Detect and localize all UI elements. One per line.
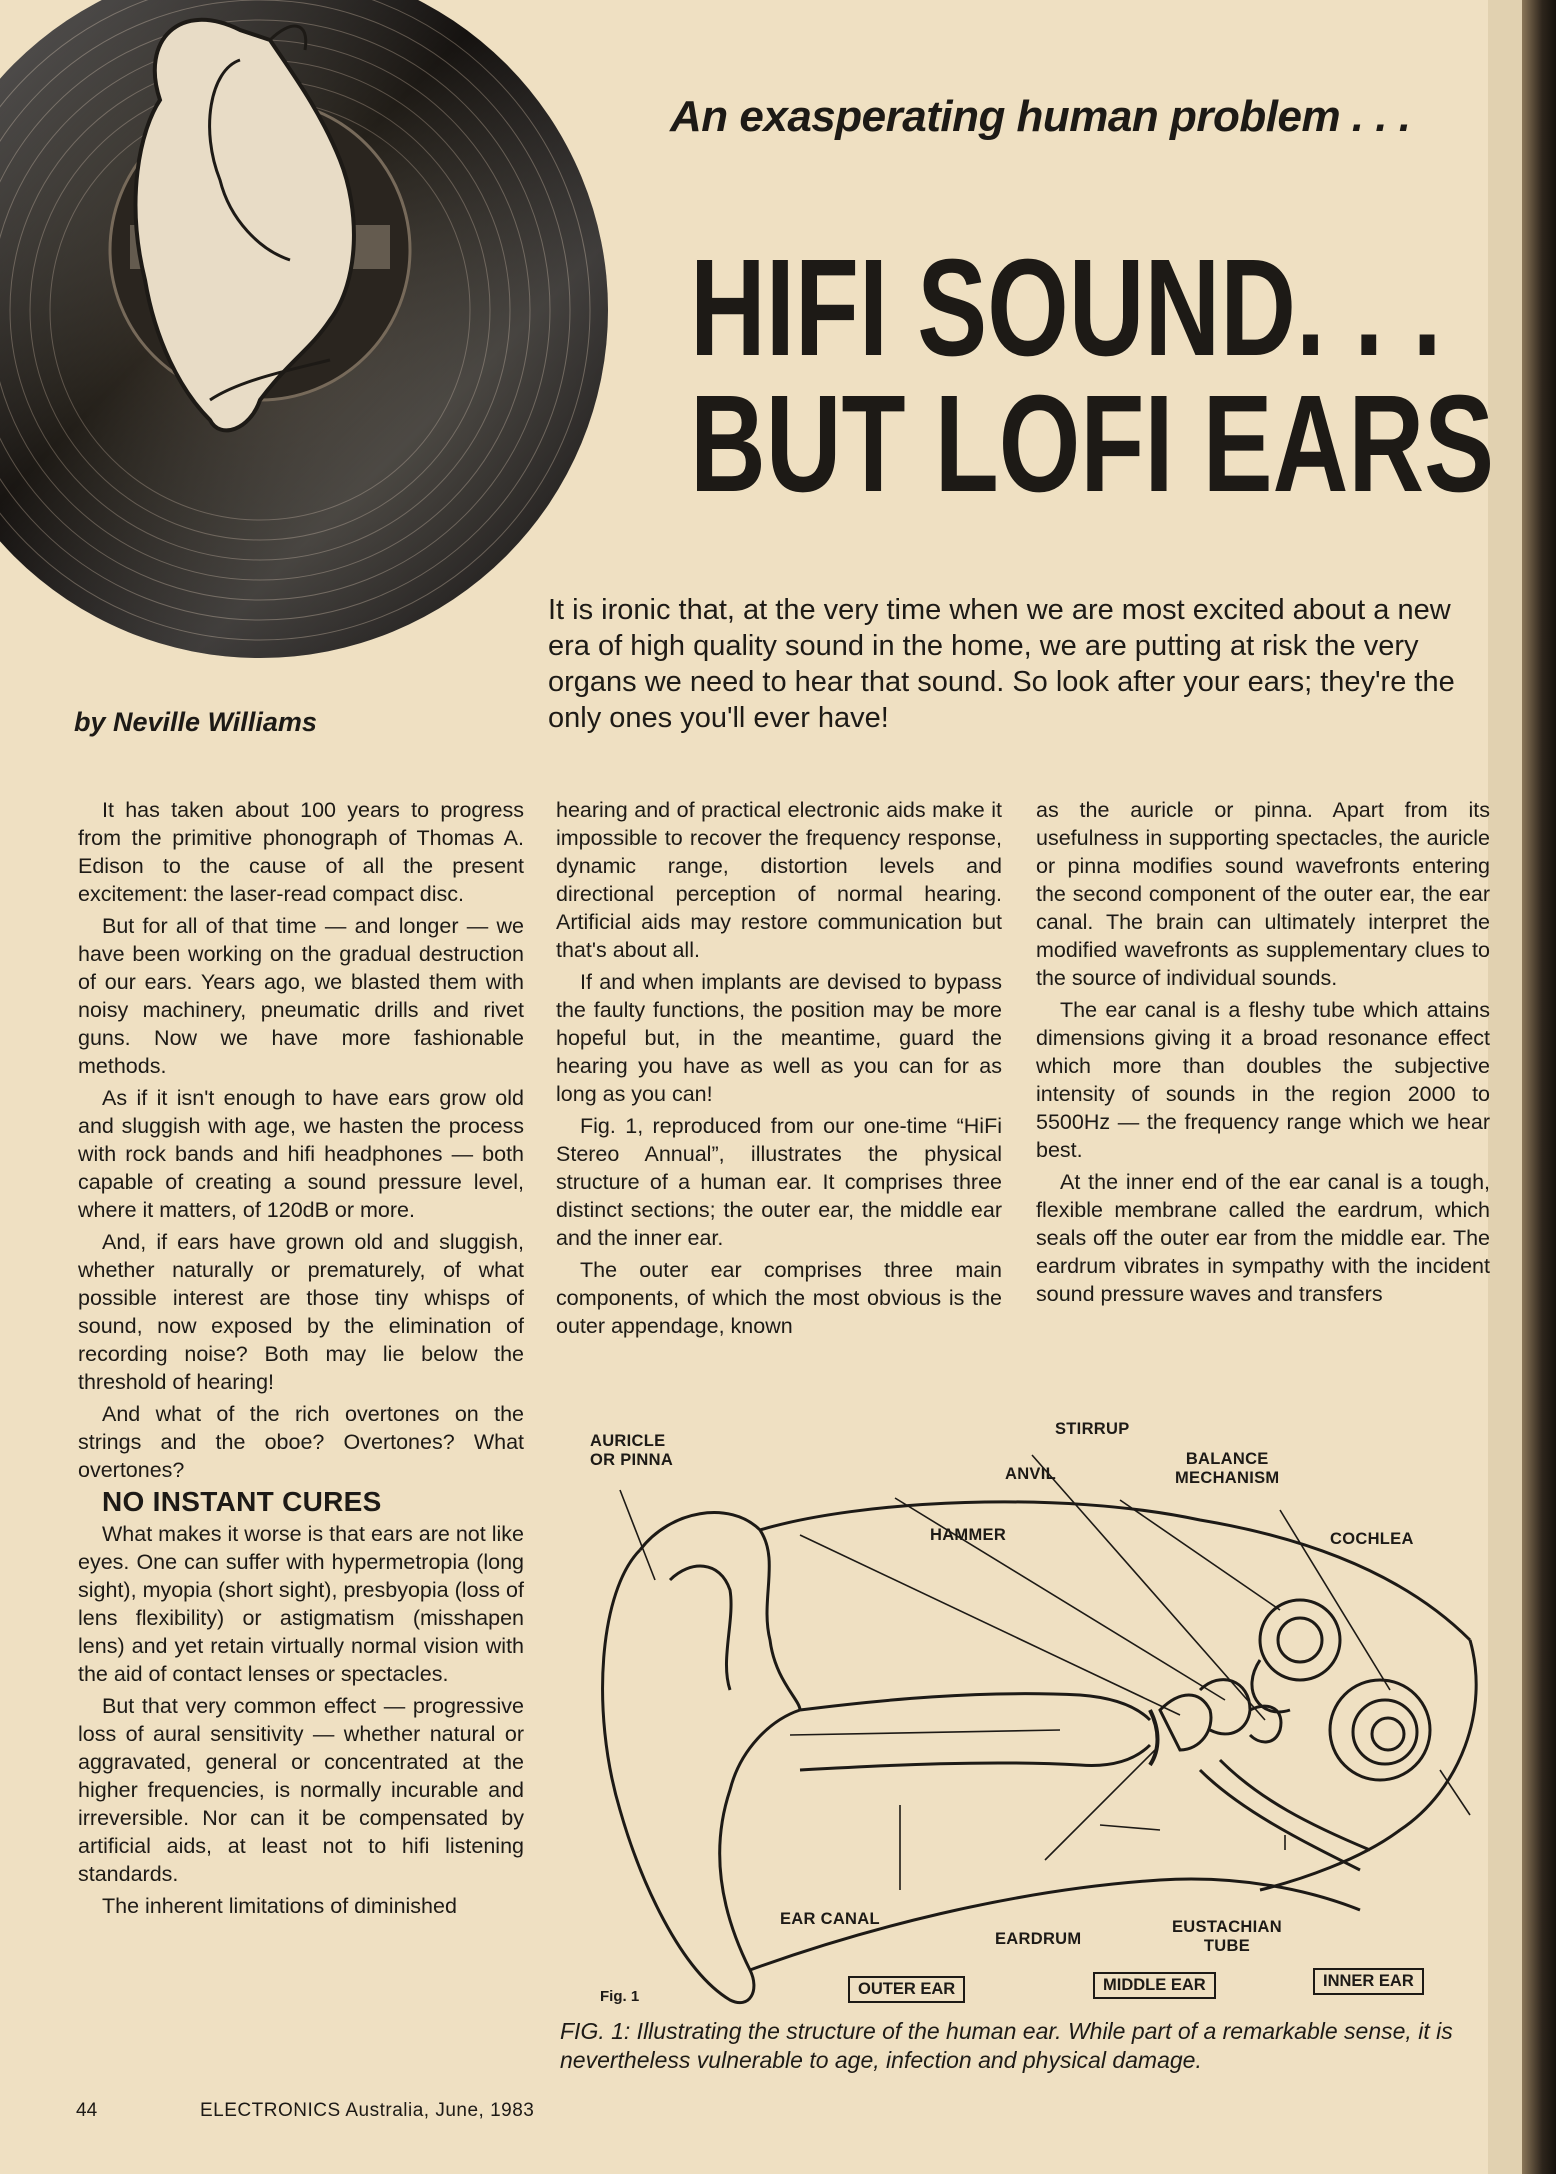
record-with-ear-illustration [0, 0, 610, 660]
paragraph: hearing and of practical electronic aids make it impossible to recover the frequency response, dynamic range, distortion levels and directional perception of normal hearing. Artificial aids may restore communication but that's about all. [556, 798, 1002, 962]
paragraph: If and when implants are devised to bypass the faulty functions, the position may be more hopeful but, in the meantime, guard the hearing you have as well as you can for as long as you can! [556, 970, 1002, 1106]
paragraph: As if it isn't enough to have ears grow old and sluggish with age, we hasten the process with rock bands and hifi headphones — both capable of creating a sound pressure level, where it matters, of 120dB or more. [78, 1086, 524, 1222]
text-column-3 [1036, 796, 1490, 1312]
label-eustachian-line1: EUSTACHIAN [1172, 1918, 1282, 1936]
label-auricle-line2: OR PINNA [590, 1451, 674, 1469]
label-ear-canal: EAR CANAL [780, 1910, 880, 1928]
ear-cross-section-drawing [560, 1410, 1520, 2015]
page-number: 44 [76, 2100, 98, 2121]
article-kicker: An exasperating human problem . . . [670, 92, 1411, 141]
paragraph: And, if ears have grown old and sluggish, whether naturally or prematurely, of what possible interest are those tiny whisps of sound, now exposed by the elimination of recording noise? Both may lie below the threshold of hearing! [78, 1230, 524, 1394]
figure-number: Fig. 1 [600, 1988, 640, 2005]
text-column-2 [556, 796, 1002, 1344]
paragraph: The ear canal is a fleshy tube which attains dimensions giving it a broad resonance effect which more than doubles the subjective intensity of sounds in the region 2000 to 5500Hz — the frequency range which we hear best. [1036, 998, 1490, 1162]
label-auricle-line1: AURICLE [590, 1432, 666, 1450]
section-subhead: NO INSTANT CURES [102, 1486, 382, 1517]
article-byline: by Neville Williams [74, 707, 317, 737]
label-balance-mechanism [1175, 1450, 1279, 1488]
label-eustachian-line2: TUBE [1203, 1937, 1251, 1955]
label-balance-line2: MECHANISM [1175, 1469, 1280, 1487]
label-hammer: HAMMER [930, 1526, 1007, 1544]
paragraph: What makes it worse is that ears are not like eyes. One can suffer with hypermetropia (long sight), myopia (short sight), presbyopia (loss of lens flexibility) or astigmatism (misshapen lens) and yet retain virtually normal vision with the aid of contact lenses or spectacles. [78, 1522, 524, 1686]
label-auricle [590, 1432, 673, 1470]
article-headline [690, 231, 1495, 521]
paragraph: as the auricle or pinna. Apart from its usefulness in supporting spectacles, the auricle or pinna modifies sound wavefronts entering the second component of the outer ear, the ear canal. The brain can ultimately interpret the modified wavefronts as supplementary clues to the source of individual sounds. [1036, 798, 1490, 990]
label-inner-ear: INNER EAR [1313, 1968, 1424, 1995]
article-standfirst: It is ironic that, at the very time when we are most excited about a new era of high quality sound in the home, we are putting at risk the very organs we need to hear that sound. So look after your ears; they're the only ones you'll ever have! [548, 594, 1455, 734]
text-column-1 [78, 796, 524, 1924]
label-middle-ear: MIDDLE EAR [1093, 1972, 1216, 1999]
headline-line-1: HIFI SOUND. . . [690, 231, 1442, 385]
label-anvil: ANVIL [1005, 1465, 1056, 1483]
label-balance-line1: BALANCE [1185, 1450, 1269, 1468]
headline-line-2: BUT LOFI EARS [690, 367, 1495, 521]
label-eardrum: EARDRUM [995, 1930, 1082, 1948]
figure-caption: FIG. 1: Illustrating the structure of the human ear. While part of a remarkable sense, it is nevertheless vulnerable to age, infection and physical damage. [560, 2018, 1453, 2073]
paragraph: At the inner end of the ear canal is a tough, flexible membrane called the eardrum, which seals off the outer ear from the middle ear. The eardrum vibrates in sympathy with the incident sound pressure waves and transfers [1036, 1170, 1490, 1306]
paragraph: Fig. 1, reproduced from our one-time “HiFi Stereo Annual”, illustrates the physical structure of a human ear. It comprises three distinct sections; the outer ear, the middle ear and the inner ear. [556, 1114, 1002, 1250]
label-cochlea: COCHLEA [1330, 1530, 1414, 1548]
paragraph: It has taken about 100 years to progress from the primitive phonograph of Thomas A. Edison to the cause of all the present excitement: the laser-read compact disc. [78, 798, 524, 906]
paragraph: But that very common effect — progressive loss of aural sensitivity — whether natural or aggravated, general or concentrated at the higher frequencies, is normally incurable and irreversible. Nor can it be compensated by artificial aids, at least not to hifi listening standards. [78, 1694, 524, 1886]
paragraph: The inherent limitations of diminished [102, 1894, 457, 1918]
binding-spine [1522, 0, 1556, 2174]
ear-structure-diagram [560, 1410, 1520, 2015]
paragraph: The outer ear comprises three main components, of which the most obvious is the outer appendage, known [556, 1258, 1002, 1338]
label-stirrup: STIRRUP [1055, 1420, 1130, 1438]
publication-footer: ELECTRONICS Australia, June, 1983 [200, 2100, 535, 2121]
paragraph: But for all of that time — and longer — we have been working on the gradual destruction of our ears. Years ago, we blasted them with noisy machinery, pneumatic drills and rivet guns. Now we have more fashionable methods. [78, 914, 524, 1078]
label-eustachian-tube [1172, 1918, 1282, 1956]
label-outer-ear: OUTER EAR [848, 1976, 965, 2003]
paragraph: And what of the rich overtones on the strings and the oboe? Overtones? What overtones? [78, 1402, 524, 1482]
